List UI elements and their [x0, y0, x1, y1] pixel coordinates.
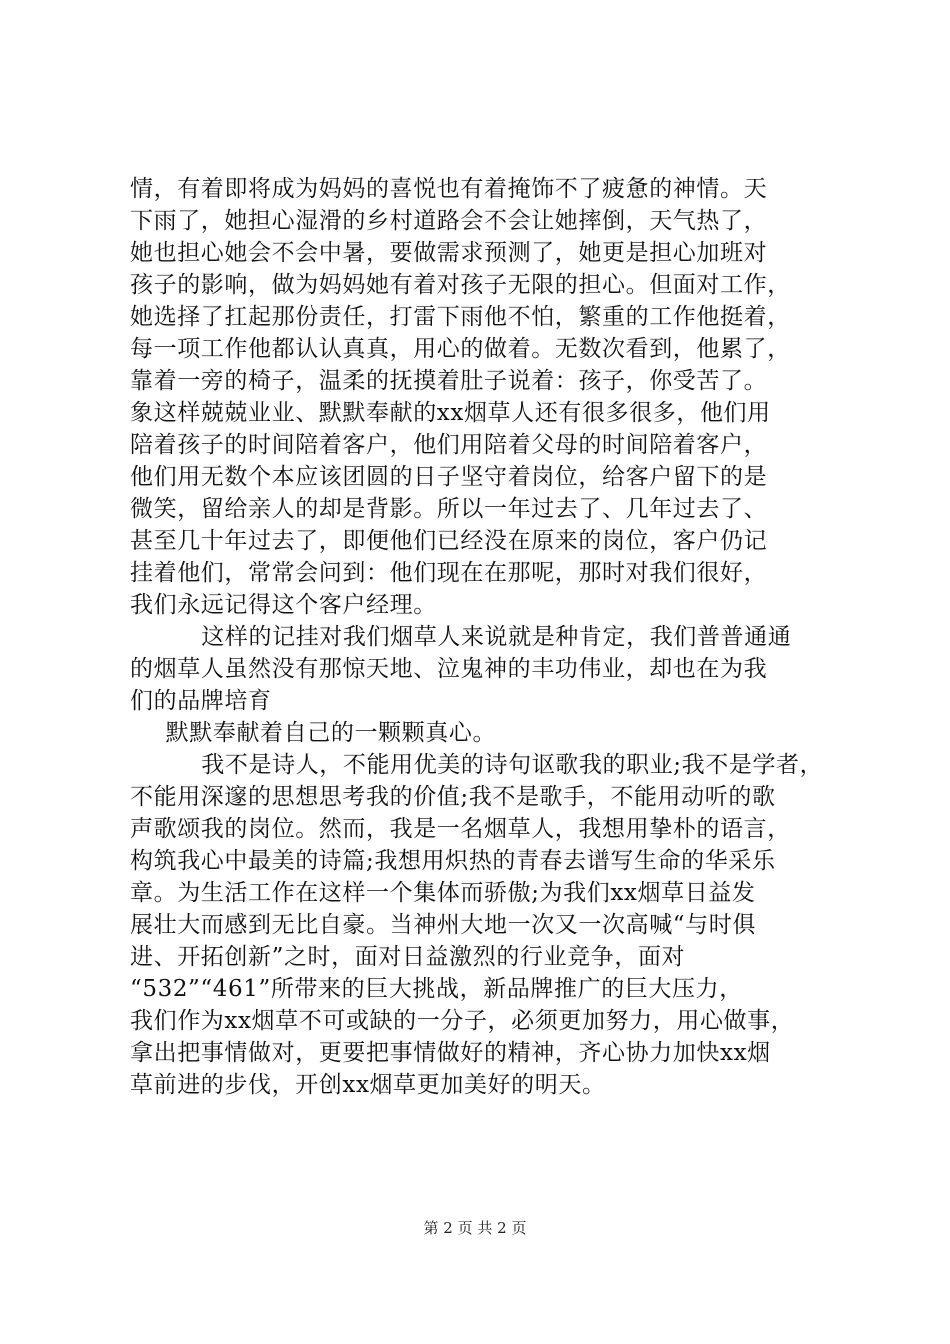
text-line: “532”“461”所带来的巨大挑战，新品牌推广的巨大压力， — [130, 976, 743, 1002]
text-line: 象这样兢兢业业、默默奉献的xx烟草人还有很多很多，他们用 — [130, 400, 771, 426]
text-line: 甚至几十年过去了，即便他们已经没在原来的岗位，客户仍记 — [130, 528, 768, 554]
text-line: 展壮大而感到无比自豪。当神州大地一次又一次高喊“与时俱 — [130, 912, 756, 938]
text-line: 们的品牌培育 — [130, 688, 272, 714]
text-line: 默默奉献着自己的一颗颗真心。 — [165, 720, 497, 746]
text-line: 靠着一旁的椅子，温柔的抚摸着肚子说着：孩子，你受苦了。 — [130, 368, 768, 394]
text-line: 声歌颂我的岗位。然而，我是一名烟草人，我想用挚朴的语言， — [130, 816, 791, 842]
text-line: 不能用深邃的思想思考我的价值;我不是歌手，不能用动听的歌 — [130, 784, 776, 810]
text-line: 下雨了，她担心湿滑的乡村道路会不会让她摔倒，天气热了， — [130, 208, 768, 234]
text-line: 情，有着即将成为妈妈的喜悦也有着掩饰不了疲惫的神情。天 — [130, 176, 768, 202]
text-line: 我不是诗人，不能用优美的诗句讴歌我的职业;我不是学者， — [201, 752, 824, 778]
text-line: 草前进的步伐，开创xx烟草更加美好的明天。 — [130, 1072, 606, 1098]
text-line: 挂着他们，常常会问到：他们现在在那呢，那时对我们很好， — [130, 560, 768, 586]
text-line: 她也担心她会不会中暑，要做需求预测了，她更是担心加班对 — [130, 240, 768, 266]
text-line: 构筑我心中最美的诗篇;我想用炽热的青春去谱写生命的华采乐 — [130, 848, 776, 874]
text-line: 进、开拓创新”之时，面对日益激烈的行业竞争，面对 — [130, 944, 686, 970]
text-line: 孩子的影响，做为妈妈她有着对孩子无限的担心。但面对工作， — [130, 272, 791, 298]
text-line: 他们用无数个本应该团圆的日子坚守着岗位，给客户留下的是 — [130, 464, 768, 490]
text-line: 陪着孩子的时间陪着客户，他们用陪着父母的时间陪着客户， — [130, 432, 768, 458]
text-line: 她选择了扛起那份责任，打雷下雨他不怕，繁重的工作他挺着， — [130, 304, 791, 330]
text-line: 的烟草人虽然没有那惊天地、泣鬼神的丰功伟业，却也在为我 — [130, 656, 768, 682]
document-body — [130, 173, 830, 1101]
text-line: 微笑，留给亲人的却是背影。所以一年过去了、几年过去了、 — [130, 496, 768, 522]
text-line: 我们作为xx烟草不可或缺的一分子，必须更加努力，用心做事， — [130, 1008, 795, 1034]
page-footer: 第 2 页 共 2 页 — [423, 1219, 527, 1237]
text-line: 这样的记挂对我们烟草人来说就是种肯定，我们普普通通 — [201, 624, 792, 650]
text-line: 我们永远记得这个客户经理。 — [130, 592, 437, 618]
text-line: 拿出把事情做对，更要把事情做好的精神，齐心协力加快xx烟 — [130, 1040, 771, 1066]
text-line: 章。为生活工作在这样一个集体而骄傲;为我们xx烟草日益发 — [130, 880, 756, 906]
text-line: 每一项工作他都认认真真，用心的做着。无数次看到，他累了， — [130, 336, 791, 362]
